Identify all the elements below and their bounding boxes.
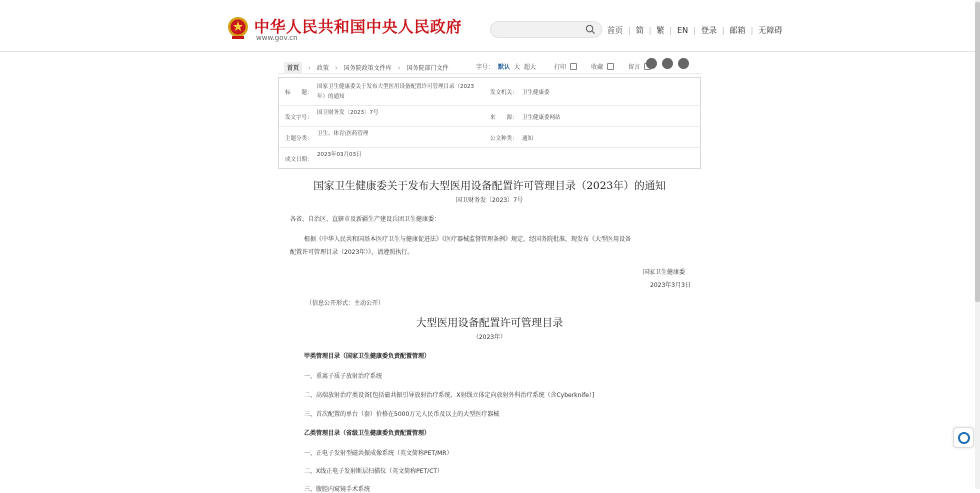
catalog-year: （2023年） <box>472 334 507 341</box>
breadcrumb-arrow-icon: › <box>397 63 401 72</box>
info-row-docno <box>279 106 700 127</box>
class-a-heading: 甲类管理目录（国家卫生健康委负责配置管理） <box>304 353 431 360</box>
breadcrumb-home[interactable]: 首页 <box>284 62 302 73</box>
breadcrumb <box>284 62 449 73</box>
doc-no-label: 发文字号： <box>285 115 313 121</box>
title-label: 标 题： <box>285 90 313 96</box>
article-disclosure: （信息公开形式：主动公开） <box>306 300 385 307</box>
print-button[interactable]: 打印 <box>554 64 567 71</box>
info-row-date <box>279 148 700 169</box>
doc-no-value: 国卫财务发〔2023〕7号 <box>317 110 379 116</box>
site-header <box>0 0 975 52</box>
qzone-share-icon[interactable] <box>678 58 689 69</box>
font-size-label: 字号： <box>476 64 495 71</box>
search-input[interactable] <box>499 24 579 36</box>
page-tools <box>476 62 651 71</box>
document-info-table <box>278 77 701 169</box>
issuer-value: 卫生健康委 <box>522 90 550 96</box>
feedback-icon[interactable] <box>958 432 970 444</box>
class-b-item: 三、腹腔内窥镜手术系统 <box>304 486 371 493</box>
breadcrumb-department-docs[interactable]: 国务院部门文件 <box>406 65 449 72</box>
category-value: 卫生、体育\医药管理 <box>317 131 369 137</box>
class-a-item: 二、高端放射治疗类设备[包括磁共振引导放射治疗系统、X射线立体定向放射外科治疗系统（含Cyberknife）] <box>304 392 595 399</box>
class-a-item: 一、重离子质子放射治疗系统 <box>304 373 383 380</box>
date-label: 成文日期： <box>285 157 313 163</box>
article-signature: 国家卫生健康委 <box>643 269 686 276</box>
nav-simplified[interactable]: 简 <box>635 26 644 35</box>
print-icon[interactable] <box>570 63 577 70</box>
date-value: 2023年03月03日 <box>317 152 362 158</box>
info-row-title <box>279 78 700 106</box>
nav-traditional[interactable]: 繁 <box>656 26 665 35</box>
favorite-icon[interactable] <box>607 63 614 70</box>
article-salutation: 各省、自治区、直辖市及新疆生产建设兵团卫生健康委： <box>290 216 441 223</box>
breadcrumb-policy[interactable]: 政策 <box>316 65 329 72</box>
scrollbar-track[interactable] <box>975 0 980 489</box>
source-label: 来 源： <box>490 115 518 121</box>
class-b-item: 一、正电子发射型磁共振成像系统（英文简称PET/MR） <box>304 450 453 457</box>
feedback-widget[interactable] <box>953 427 974 448</box>
breadcrumb-bar <box>278 57 701 74</box>
weibo-share-icon[interactable] <box>646 58 657 69</box>
nav-accessibility[interactable]: 无障碍 <box>758 26 783 35</box>
nav-separator: | <box>750 26 754 35</box>
info-row-category <box>279 127 700 148</box>
issuer-label: 发文机关： <box>490 90 518 96</box>
share-icons <box>646 58 689 69</box>
nav-english[interactable]: EN <box>677 26 689 35</box>
font-size-large[interactable]: 大 <box>514 64 521 71</box>
title-value: 国家卫生健康委关于发布大型医用设备配置许可管理目录（2023年）的通知 <box>317 84 474 100</box>
wechat-share-icon[interactable] <box>662 58 673 69</box>
nav-separator: | <box>693 26 696 35</box>
search-box <box>490 21 602 38</box>
breadcrumb-policy-library[interactable]: 国务院政策文件库 <box>343 65 392 72</box>
catalog-title: 大型医用设备配置许可管理目录 <box>416 317 563 329</box>
font-size-xlarge[interactable]: 超大 <box>524 64 537 71</box>
nav-separator: | <box>669 26 673 35</box>
source-value: 卫生健康委网站 <box>522 115 561 121</box>
nav-separator: | <box>721 26 725 35</box>
doc-type-value: 通知 <box>522 136 534 142</box>
nav-separator: | <box>648 26 652 35</box>
breadcrumb-arrow-icon: › <box>334 63 338 72</box>
scrollbar-thumb[interactable] <box>975 2 980 302</box>
class-a-item: 三、首次配置的单台（套）价格在5000万元人民币及以上的大型医疗器械 <box>304 411 500 418</box>
site-url: www.gov.cn <box>256 34 298 42</box>
class-b-item: 二、X线正电子发射断层扫描仪（英文简称PET/CT） <box>304 468 444 475</box>
search-icon[interactable] <box>585 24 596 35</box>
nav-home[interactable]: 首页 <box>607 26 623 35</box>
breadcrumb-arrow-icon: › <box>308 63 311 72</box>
doc-type-label: 公文种类： <box>490 136 518 142</box>
nav-separator: | <box>628 26 631 35</box>
national-emblem-icon[interactable] <box>227 16 249 40</box>
nav-mailbox[interactable]: 邮箱 <box>729 26 746 35</box>
top-nav <box>607 25 782 36</box>
reserve-button[interactable]: 留言 <box>628 64 641 71</box>
class-b-heading: 乙类管理目录（省级卫生健康委负责配置管理） <box>304 430 431 437</box>
article-sign-date: 2023年3月3日 <box>650 282 691 289</box>
site-title[interactable]: 中华人民共和国中央人民政府 <box>254 17 463 36</box>
article-body-line2: 配置许可管理目录（2023年）》，请遵照执行。 <box>290 249 414 256</box>
nav-login[interactable]: 登录 <box>700 26 717 35</box>
article-title: 国家卫生健康委关于发布大型医用设备配置许可管理目录（2023年）的通知 <box>313 180 666 192</box>
category-label: 主题分类： <box>285 136 313 142</box>
font-size-default[interactable]: 默认 <box>498 64 511 71</box>
article-doc-number: 国卫财务发〔2023〕7号 <box>455 197 524 204</box>
article-body-line1: 根据《中华人民共和国基本医疗卫生与健康促进法》《医疗器械监督管理条例》规定，经国务院批准，现发布《大型医用设备 <box>304 236 632 243</box>
favorite-button[interactable]: 收藏 <box>591 64 604 71</box>
